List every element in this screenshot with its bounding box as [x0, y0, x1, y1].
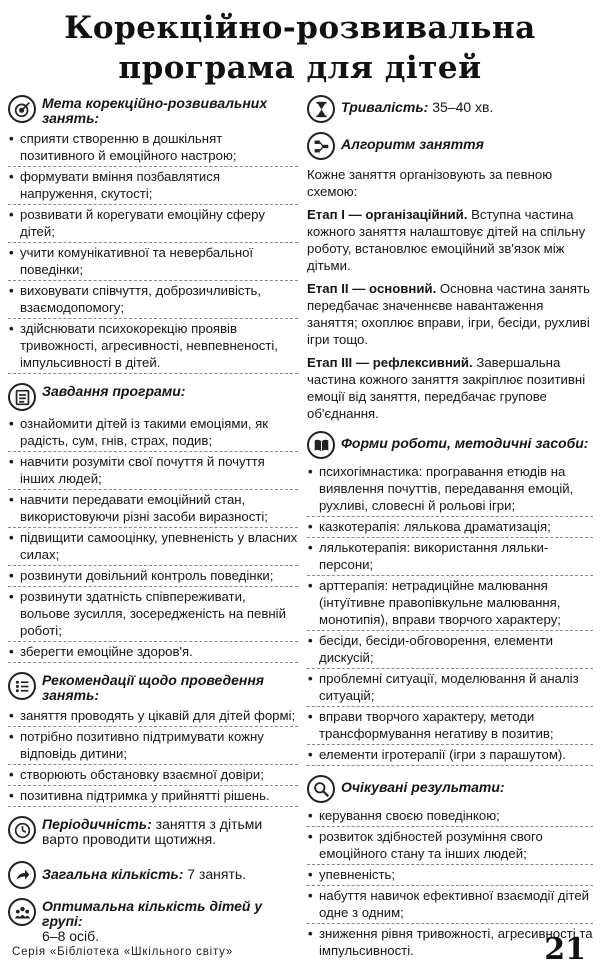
- list-item: • арттерапія: нетрадиційне малювання (інтуїтивне правопівкульне малювання, монотипія), вправи творчого характеру;: [307, 576, 593, 631]
- duration-section: [307, 95, 593, 123]
- list-item: • виховувати співчуття, доброзичливість, взаємодопомогу;: [8, 281, 298, 319]
- recommendations-title: Рекомендації щодо проведення занять:: [42, 672, 265, 703]
- list-item: • бесіди, бесіди-обговорення, елементи дискусій;: [307, 631, 593, 669]
- goals-title: Мета корекційно-розвивальних занять:: [42, 95, 268, 126]
- list-item: • казкотерапія: лялькова драматизація;: [307, 517, 593, 538]
- group-text: [42, 898, 298, 944]
- list-item: • зниження рівня тривожності, агресивності та імпульсивності.: [307, 924, 593, 961]
- algorithm-title: Алгоритм заняття: [341, 136, 484, 152]
- periodicity-section: [8, 816, 298, 847]
- stage-2: [307, 280, 593, 348]
- algorithm-intro: Кожне заняття організовують за певною схемою:: [307, 167, 553, 199]
- stage-2-text: Основна частина занять передбачає значеннєве навантаження заняття; охоплює вправи, ігри, бесіди, рухливі ігри тощо.: [307, 281, 590, 347]
- duration-label: Тривалість:: [341, 99, 429, 115]
- total-value: 7 занять.: [183, 866, 247, 882]
- methods-title: Форми роботи, методичні засоби:: [341, 435, 589, 451]
- list-item: • підвищити самооцінку, упевненість у власних силах;: [8, 528, 298, 566]
- periodicity-label: Періодичність:: [42, 816, 152, 832]
- list-item: • учити комунікативної та невербальної поведінки;: [8, 243, 298, 281]
- duration-text: [341, 95, 493, 115]
- list-icon: [8, 672, 36, 700]
- algorithm-section: [307, 132, 593, 422]
- goals-section: [8, 95, 298, 374]
- hourglass-icon: [307, 95, 335, 123]
- periodicity-text: [42, 816, 298, 847]
- stage-1: [307, 206, 593, 274]
- list-item: • елементи ігротерапії (ігри з парашутом).: [307, 745, 593, 766]
- list-item: • навчити передавати емоційний стан, використовуючи різні засоби виразності;: [8, 490, 298, 528]
- clock-icon: [8, 816, 36, 844]
- list-item: • зберегти емоційне здоров'я.: [8, 642, 298, 663]
- stage-3: [307, 354, 593, 422]
- total-text: [42, 861, 246, 882]
- goals-list: [8, 129, 298, 374]
- methods-section: [307, 431, 593, 766]
- list-item: • формувати вміння позбавлятися напруження, скутості;: [8, 167, 298, 205]
- recommendations-list: [8, 706, 298, 807]
- arrow-icon: [8, 861, 36, 889]
- stage-2-name: Етап II — основний.: [307, 281, 437, 296]
- magnifier-icon: [307, 775, 335, 803]
- group-section: [8, 898, 298, 944]
- list-item: • потрібно позитивно підтримувати кожну відповідь дитини;: [8, 727, 298, 765]
- list-item: • проблемні ситуації, моделювання й аналіз ситуацій;: [307, 669, 593, 707]
- algorithm-icon: [307, 132, 335, 160]
- target-icon: [8, 95, 36, 123]
- page-number: 21: [544, 932, 586, 967]
- list-item: • створюють обстановку взаємної довіри;: [8, 765, 298, 786]
- list-item: • розвинути довільний контроль поведінки;: [8, 566, 298, 587]
- group-value: 6–8 осіб.: [42, 928, 100, 944]
- total-section: [8, 861, 298, 889]
- list-item: • набуття навичок ефективної взаємодії дітей одне з одним;: [307, 886, 593, 924]
- page-title-line-2: програма для дітей: [118, 50, 482, 86]
- duration-value: 35–40 хв.: [428, 99, 494, 115]
- total-label: Загальна кількість:: [42, 866, 184, 882]
- tasks-section: [8, 383, 298, 663]
- page-title-line-1: Корекційно-розвивальна: [64, 10, 536, 46]
- list-item: • керування своєю поведінкою;: [307, 806, 593, 827]
- list-item: • ознайомити дітей із такими емоціями, як радість, сум, гнів, страх, подив;: [8, 414, 298, 452]
- methods-list: [307, 462, 593, 766]
- group-label: Оптимальна кількість дітей у групі:: [42, 898, 263, 929]
- open-book-icon: [307, 431, 335, 459]
- list-item: • здійснювати психокорекцію проявів тривожності, агресивності, невпевненості, імпульсивності в дітей.: [8, 319, 298, 374]
- left-column: [8, 95, 298, 953]
- list-item: • розвинути здатність співпереживати, вольове зусилля, зосередженість на певній роботі;: [8, 587, 298, 642]
- stage-3-name: Етап III — рефлексивний.: [307, 355, 473, 370]
- tasks-title: Завдання програми:: [42, 383, 186, 399]
- periodicity-value: заняття з дітьми варто проводити щотижня.: [42, 816, 263, 847]
- series-footer: Серія «Бібліотека «Шкільного світу»: [12, 946, 234, 958]
- list-item: • заняття проводять у цікавій для дітей формі;: [8, 706, 298, 727]
- page-title: [0, 8, 600, 88]
- group-icon: [8, 898, 36, 926]
- list-item: • навчити розуміти свої почуття й почуття інших людей;: [8, 452, 298, 490]
- list-item: • розвивати й корегувати емоційну сферу дітей;: [8, 205, 298, 243]
- list-item: • сприяти створенню в дошкільнят позитивного й емоційного настрою;: [8, 129, 298, 167]
- stage-1-name: Етап I — організаційний.: [307, 207, 468, 222]
- results-title: Очікувані результати:: [341, 779, 505, 795]
- stage-3-text: Завершальна частина кожного заняття закріплює позитивні емоції від заняття, передбачає групове об'єднання.: [307, 355, 586, 421]
- book-list-icon: [8, 383, 36, 411]
- stage-1-text: Вступна частина кожного заняття налаштовує дітей на спільну роботу, встановлює емоційний зв'язок між дітьми.: [307, 207, 586, 273]
- tasks-list: [8, 414, 298, 663]
- list-item: • лялькотерапія: використання ляльки-персони;: [307, 538, 593, 576]
- recommendations-section: [8, 672, 298, 807]
- list-item: • позитивна підтримка у прийнятті рішень.: [8, 786, 298, 807]
- list-item: • розвиток здібностей розуміння свого емоційного стану та інших людей;: [307, 827, 593, 865]
- list-item: • вправи творчого характеру, методи трансформування негативу в позитив;: [307, 707, 593, 745]
- right-column: [307, 95, 593, 970]
- list-item: • упевненість;: [307, 865, 593, 886]
- list-item: • психогімнастика: програвання етюдів на виявлення почуттів, передавання емоцій, рухливі, словесні й рольові ігри;: [307, 462, 593, 517]
